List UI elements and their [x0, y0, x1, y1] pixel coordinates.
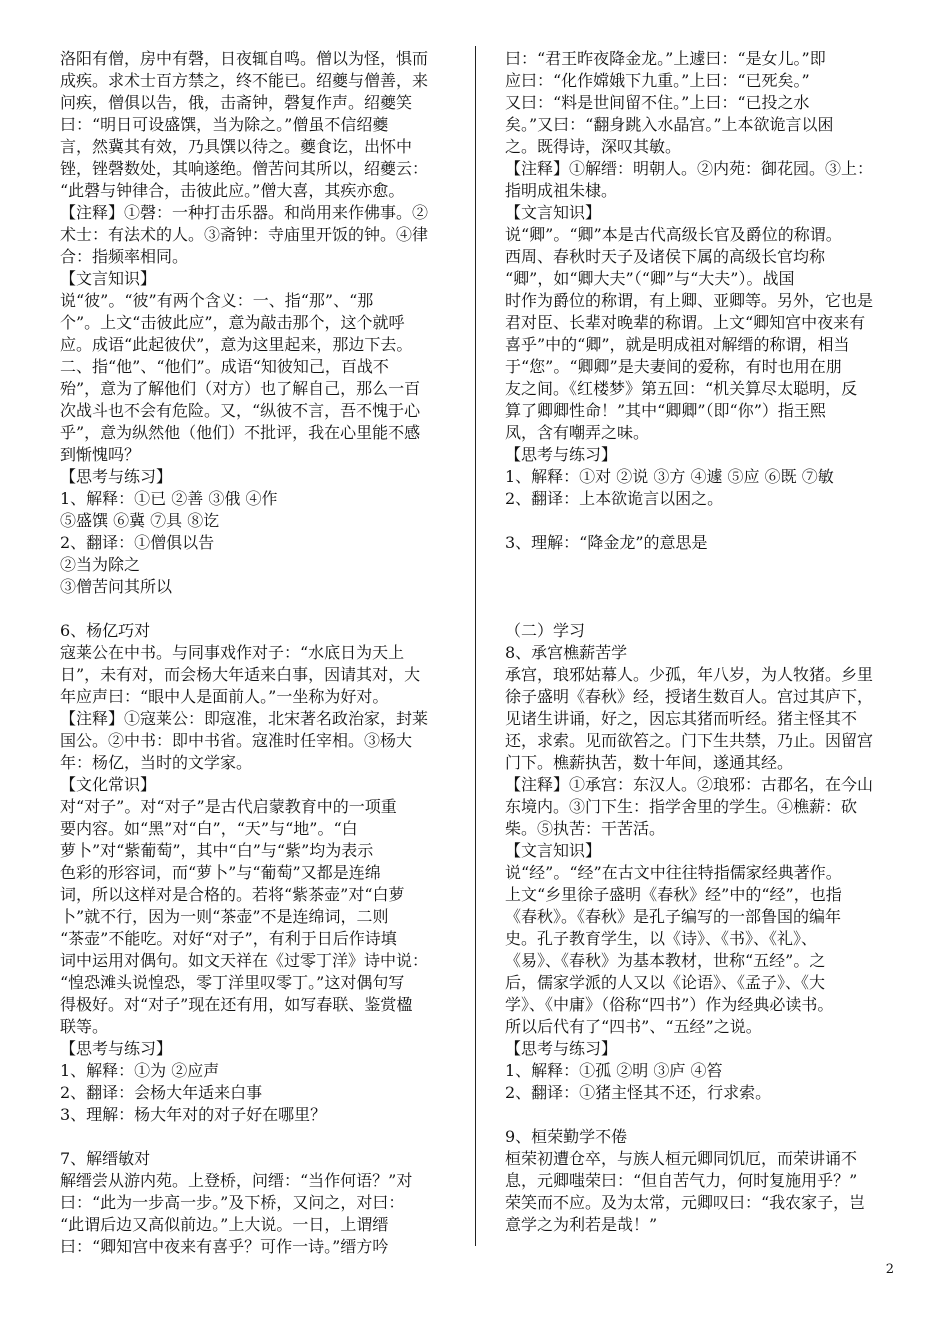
- text-line: 个”。上文“击彼此应”，意为敲击那个，这个就呼: [60, 313, 405, 332]
- text-line: 凤，含有嘲弄之味。: [505, 423, 650, 442]
- text-line: [505, 554, 920, 576]
- text-line: 1、解释：①对 ②说 ③方 ④遽 ⑤应 ⑥既 ⑦敏: [505, 467, 834, 486]
- text-line: 成疾。求术士百方禁之，终不能已。绍夔与僧善，来: [60, 71, 429, 90]
- text-line: 于“您”。“卿卿”是夫妻间的爱称，有时也用在朋: [505, 357, 842, 376]
- text-line: 【思考与练习】: [505, 445, 618, 464]
- text-line: [505, 576, 920, 598]
- text-line: 锉，锉磬数处，其响遂绝。僧苦问其所以，绍夔云：: [60, 159, 429, 178]
- text-line: 术士：有法术的人。③斋钟：寺庙里开饭的钟。④律: [60, 225, 429, 244]
- text-line: 指明成祖朱棣。: [505, 181, 618, 200]
- text-line: 【思考与练习】: [505, 1039, 618, 1058]
- text-line: 1、解释：①已 ②善 ③俄 ④作: [60, 489, 278, 508]
- text-line: 6、杨亿巧对: [60, 621, 151, 640]
- text-line: 词中运用对偶句。如文天祥在《过零丁洋》诗中说：: [60, 951, 429, 970]
- text-line: 所以后代有了“四书”、“五经”之说。: [505, 1017, 762, 1036]
- text-line: 2、翻译：①猪主怪其不还，行求索。: [505, 1083, 772, 1102]
- right-column: [505, 48, 920, 1236]
- text-line: 到惭愧吗？: [60, 445, 141, 464]
- text-line: 9、桓荣勤学不倦: [505, 1127, 628, 1146]
- text-line: 【注释】①寇莱公：即寇准，北宋著名政治家，封莱: [60, 709, 429, 728]
- text-line: 色彩的形容词，而“萝卜”与“葡萄”又都是连绵: [60, 863, 381, 882]
- text-line: [60, 1126, 475, 1148]
- text-line: 解缙尝从游内苑。上登桥，问缙：“当作何语？”对: [60, 1171, 413, 1190]
- text-line: 7、解缙敏对: [60, 1149, 151, 1168]
- text-line: 年：杨亿，当时的文学家。: [60, 753, 253, 772]
- text-line: 得极好。对“对子”现在还有用，如写春联、鉴赏楹: [60, 995, 413, 1014]
- text-line: 学》、《中庸》（俗称“四书”）作为经典必读书。: [505, 995, 834, 1014]
- text-line: ③僧苦问其所以: [60, 577, 173, 596]
- text-line: 【文化常识】: [60, 775, 157, 794]
- text-line: 2、翻译：①僧俱以告: [60, 533, 215, 552]
- text-line: 3、理解：杨大年对的对子好在哪里？: [60, 1105, 327, 1124]
- text-line: 史。孔子教育学生，以《诗》、《书》、《礼》、: [505, 929, 818, 948]
- text-line: 寇莱公在中书。与同事戏作对子：“水底日为天上: [60, 643, 405, 662]
- text-line: 喜乎”中的“卿”，就是明成祖对解缙的称谓，相当: [505, 335, 850, 354]
- text-line: 荣笑而不应。及为太常，元卿叹曰：“我农家子，岂: [505, 1193, 866, 1212]
- text-line: 息，元卿嗤荣曰：“但自苦气力，何时复施用乎？”: [505, 1171, 858, 1190]
- left-column: [60, 48, 475, 1258]
- text-line: 合：指频率相同。: [60, 247, 189, 266]
- text-line: 西周、春秋时天子及诸侯下属的高级长官均称: [505, 247, 826, 266]
- text-line: 应曰：“化作嫦娥下九重。”上曰：“已死矣。”: [505, 71, 810, 90]
- text-line: 词，所以这样对是合格的。若将“紫茶壶”对“白萝: [60, 885, 405, 904]
- text-line: 曰：“卿知宫中夜来有喜乎？可作一诗。”缙方吟: [60, 1237, 389, 1256]
- text-line: “此谓后边又高似前边。”上大说。一日，上谓缙: [60, 1215, 389, 1234]
- text-line: 言，然冀其有效，乃具馔以待之。夔食讫，出怀中: [60, 137, 413, 156]
- text-line: 【文言知识】: [505, 203, 602, 222]
- text-line: 二、指“他”、“他们”。成语“知彼知己，百战不: [60, 357, 389, 376]
- text-line: 1、解释：①孤 ②明 ③庐 ④笞: [505, 1061, 723, 1080]
- text-line: 还，求索。见而欲笞之。门下生共禁，乃止。因留宫: [505, 731, 874, 750]
- text-line: “惶恐滩头说惶恐，零丁洋里叹零丁。”这对偶句写: [60, 973, 405, 992]
- text-line: 【注释】①磬：一种打击乐器。和尚用来作佛事。②: [60, 203, 429, 222]
- text-line: 年应声曰：“眼中人是面前人。”一坐称为好对。: [60, 687, 389, 706]
- text-line: （二）学习: [505, 621, 586, 640]
- column-divider: [475, 46, 476, 1246]
- text-line: 君对臣、长辈对晚辈的称谓。上文“卿知宫中夜来有: [505, 313, 866, 332]
- text-line: 3、理解：“降金龙”的意思是: [505, 533, 708, 552]
- text-line: 殆”，意为了解他们（对方）也了解自己，那么一百: [60, 379, 421, 398]
- text-line: 问疾，僧俱以告，俄，击斋钟，磬复作声。绍夔笑: [60, 93, 413, 112]
- text-line: 曰：“此为一步高一步。”及下桥，又问之，对曰：: [60, 1193, 405, 1212]
- text-line: 又曰：“料是世间留不住。”上曰：“已投之水: [505, 93, 810, 112]
- text-line: 意学之为利若是哉！”: [505, 1215, 658, 1234]
- page-number: 2: [885, 1262, 894, 1277]
- text-line: “茶壶”不能吃。对好“对子”，有利于日后作诗填: [60, 929, 397, 948]
- text-line: “卿”，如“卿大夫”（“卿”与“大夫”）。战国: [505, 269, 795, 288]
- text-line: 对“对子”。对“对子”是古代启蒙教育中的一项重: [60, 797, 397, 816]
- text-line: 要内容。如“黑”对“白”，“天”与“地”。“白: [60, 819, 358, 838]
- text-line: [505, 1104, 920, 1126]
- text-line: 矣。”又曰：“翻身跳入水晶宫。”上本欲诡言以困: [505, 115, 834, 134]
- text-line: 友之间。《红楼梦》第五回：“机关算尽太聪明，反: [505, 379, 858, 398]
- text-line: 曰：“明日可设盛馔，当为除之。”僧虽不信绍夔: [60, 115, 389, 134]
- text-line: 说“经”。“经”在古文中往往特指儒家经典著作。: [505, 863, 842, 882]
- text-line: 2、翻译：会杨大年适来白事: [60, 1083, 263, 1102]
- text-line: 2、翻译：上本欲诡言以困之。: [505, 489, 724, 508]
- text-line: 见诸生讲诵，好之，因忘其猪而听经。猪主怪其不: [505, 709, 858, 728]
- text-line: “此磬与钟律合，击彼此应。”僧大喜，其疾亦愈。: [60, 181, 405, 200]
- text-line: 柴。⑤执苦：干苦活。: [505, 819, 666, 838]
- text-line: 上文“乡里徐子盛明《春秋》经”中的“经”，也指: [505, 885, 842, 904]
- text-line: 次战斗也不会有危险。又，“纵彼不言，吾不愧于心: [60, 401, 421, 420]
- text-line: 时作为爵位的称谓，有上卿、亚卿等。另外，它也是: [505, 291, 874, 310]
- text-line: ②当为除之: [60, 555, 141, 574]
- text-line: 说“彼”。“彼”有两个含义：一、指“那”、“那: [60, 291, 374, 310]
- text-line: 曰：“君王昨夜降金龙。”上遽曰：“是女儿。”即: [505, 49, 826, 68]
- text-line: 桓荣初遭仓卒，与族人桓元卿同饥厄，而荣讲诵不: [505, 1149, 858, 1168]
- text-line: 日”，未有对，而会杨大年适来白事，因请其对，大: [60, 665, 421, 684]
- text-line: 【文言知识】: [60, 269, 157, 288]
- text-line: 徐子盛明《春秋》经，授诸生数百人。宫过其庐下，: [505, 687, 874, 706]
- text-line: 之。既得诗，深叹其敏。: [505, 137, 682, 156]
- text-line: [60, 598, 475, 620]
- text-line: 《易》、《春秋》为基本教材，世称“五经”。之: [505, 951, 826, 970]
- text-line: 萝卜”对“紫葡萄”，其中“白”与“紫”均为表示: [60, 841, 374, 860]
- text-line: 乎”，意为纵然他（他们）不批评，我在心里能不感: [60, 423, 421, 442]
- text-line: 【思考与练习】: [60, 467, 173, 486]
- text-line: 承宫，琅邪姑幕人。少孤，年八岁，为人牧猪。乡里: [505, 665, 874, 684]
- text-line: [505, 598, 920, 620]
- text-line: 门下。樵薪执苦，数十年间，遂通其经。: [505, 753, 794, 772]
- text-line: ⑤盛馔 ⑥冀 ⑦具 ⑧讫: [60, 511, 220, 530]
- text-line: 1、解释：①为 ②应声: [60, 1061, 220, 1080]
- text-line: 《春秋》。《春秋》是孔子编写的一部鲁国的编年: [505, 907, 842, 926]
- text-line: 后，儒家学派的人又以《论语》、《孟子》、《大: [505, 973, 826, 992]
- text-line: 联等。: [60, 1017, 109, 1036]
- text-line: 国公。②中书：即中书省。寇准时任宰相。③杨大: [60, 731, 413, 750]
- text-line: 【思考与练习】: [60, 1039, 173, 1058]
- text-line: 应。成语“此起彼伏”，意为这里起来，那边下去。: [60, 335, 413, 354]
- text-line: 算了卿卿性命！”其中“卿卿”（即“你”）指王熙: [505, 401, 826, 420]
- text-line: [505, 510, 920, 532]
- text-line: 8、承宫樵薪苦学: [505, 643, 628, 662]
- text-line: 【注释】①解缙：明朝人。②内苑：御花园。③上：: [505, 159, 874, 178]
- text-line: 【文言知识】: [505, 841, 602, 860]
- text-line: 【注释】①承宫：东汉人。②琅邪：古郡名，在今山: [505, 775, 874, 794]
- text-line: 洛阳有僧，房中有磬，日夜辄自鸣。僧以为怪，惧而: [60, 49, 429, 68]
- text-line: 说“卿”。“卿”本是古代高级长官及爵位的称谓。: [505, 225, 842, 244]
- text-line: 卜”就不行，因为一则“茶壶”不是连绵词，二则: [60, 907, 389, 926]
- text-line: 东境内。③门下生：指学舍里的学生。④樵薪：砍: [505, 797, 858, 816]
